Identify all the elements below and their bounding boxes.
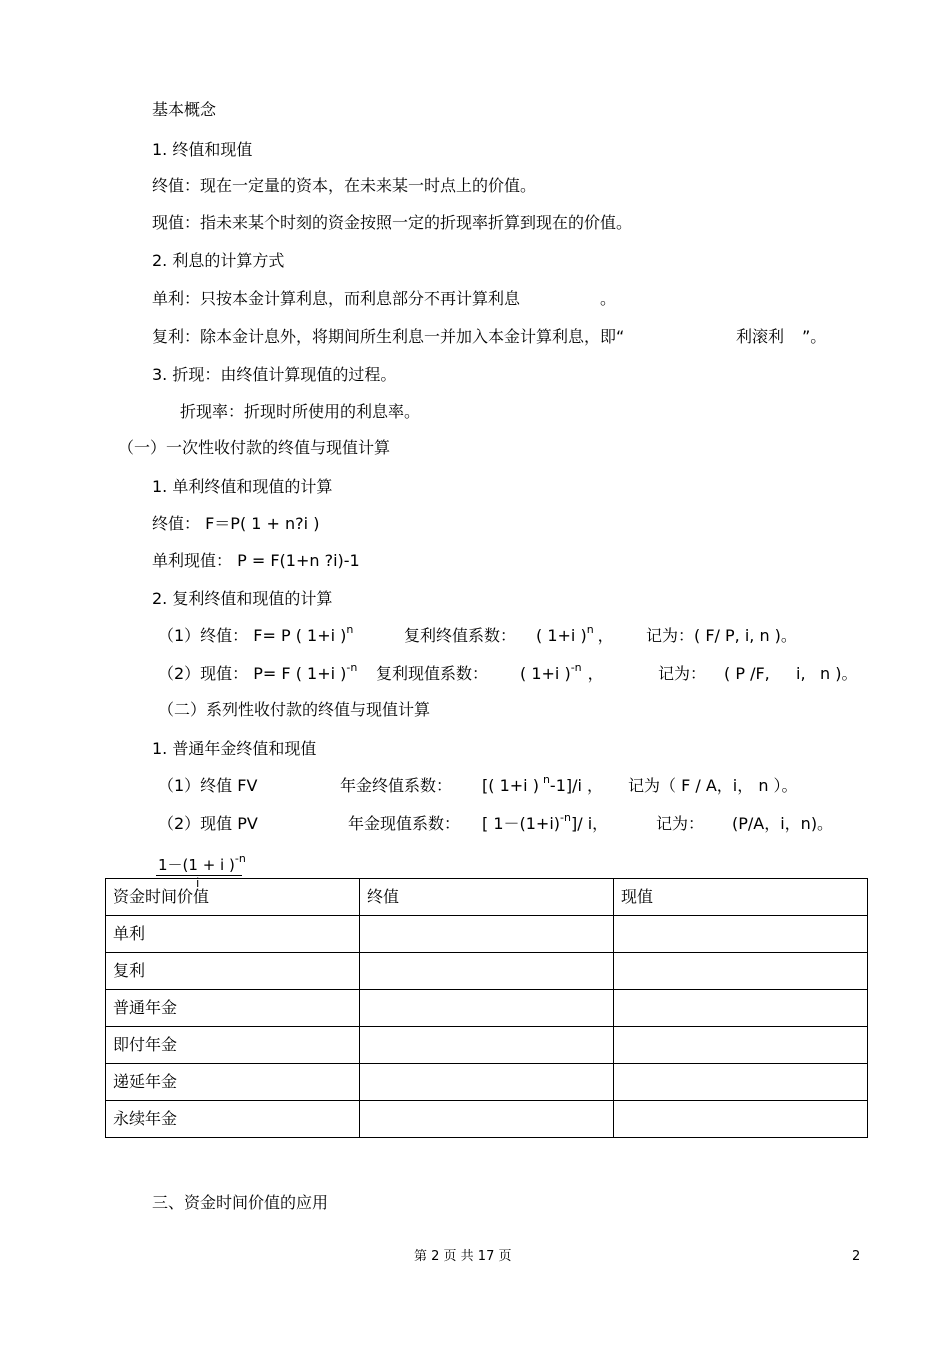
formula-compound-future-value: （1）终值： F= P ( 1+i )$^n$ [158, 623, 354, 645]
annuity-present-factor: [ $1-(1+i)^{-n}]/$ i， [482, 811, 609, 833]
table-row [106, 953, 868, 990]
fraction-bar [156, 875, 242, 876]
table-cell: 即付年金 [106, 1027, 360, 1064]
compound-present-notation-c: n )。 [820, 664, 858, 683]
compound-present-factor-label: 复利现值系数： [376, 664, 489, 683]
section-lump-sum: （一）一次性收付款的终值与现值计算 [118, 438, 391, 457]
compound-present-notation-b: i, [796, 664, 806, 683]
compound-future-factor: ( 1+i )$^n$ ， [536, 623, 614, 645]
page-number: 2 [852, 1249, 861, 1264]
subheading-compound-calc: 2. 复利终值和现值的计算 [152, 589, 333, 608]
table-cell [360, 1027, 614, 1064]
annuity-future-factor: [( 1+i ) $^n$-1]/i ， [482, 773, 604, 795]
annuity-future-value-label: （1）终值 FV [158, 776, 258, 795]
page-label: 第 2 页 共 17 页 [414, 1249, 512, 1264]
time-value-table [105, 878, 868, 1138]
definition-discounting: 3. 折现：由终值计算现值的过程。 [152, 365, 397, 384]
table-cell: 复利 [106, 953, 360, 990]
compound-present-notation-a: ( P /F, [724, 664, 770, 683]
table-cell: 永续年金 [106, 1101, 360, 1138]
table-cell: 普通年金 [106, 990, 360, 1027]
table-cell [614, 1027, 868, 1064]
table-cell [360, 916, 614, 953]
compound-future-notation: 记为：( F/ P, i, n )。 [646, 626, 797, 645]
table-row [106, 1064, 868, 1101]
table-cell [614, 990, 868, 1027]
subheading-interest-methods: 2. 利息的计算方式 [152, 251, 285, 270]
formula-simple-future-value: 终值： F＝P( 1 + n?i ) [152, 514, 320, 533]
table-cell [614, 1101, 868, 1138]
table-header-cell: 现值 [614, 879, 868, 916]
formula-simple-present-value: 单利现值： P = F(1+n ?i)-1 [152, 551, 360, 570]
annuity-present-fraction-numerator: 1－(1 + i )$^{-n}$ [158, 852, 246, 874]
annuity-present-factor-label: 年金现值系数： [348, 814, 461, 833]
subheading-simple-interest-calc: 1. 单利终值和现值的计算 [152, 477, 333, 496]
subheading-ordinary-annuity: 1. 普通年金终值和现值 [152, 739, 317, 758]
annuity-future-factor-label: 年金终值系数： [340, 776, 453, 795]
definition-compound-interest: 复利：除本金计息外，将期间所生利息一并加入本金计算利息，即“ [152, 327, 625, 346]
table-cell [360, 1064, 614, 1101]
compound-future-factor-label: 复利终值系数： [404, 626, 517, 645]
annuity-present-value-label: （2）现值 PV [158, 814, 258, 833]
section-series-payments: （二）系列性收付款的终值与现值计算 [158, 700, 431, 719]
definition-future-value: 终值：现在一定量的资本，在未来某一时点上的价值。 [152, 176, 537, 195]
table-header-cell: 终值 [360, 879, 614, 916]
table-row [106, 916, 868, 953]
formula-compound-present-value: （2）现值： P= F ( 1+i )$^{-n}$ [158, 661, 358, 683]
table-cell [360, 953, 614, 990]
annuity-present-notation-label: 记为： [656, 814, 705, 833]
table-cell: 单利 [106, 916, 360, 953]
section-applications: 三、资金时间价值的应用 [152, 1193, 329, 1212]
table-cell [614, 916, 868, 953]
compound-present-factor: ( 1+i )$^{-n}$ ， [520, 661, 604, 683]
table-cell: 递延年金 [106, 1064, 360, 1101]
definition-present-value: 现值：指未来某个时刻的资金按照一定的折现率折算到现在的价值。 [152, 213, 633, 232]
table-header-cell: 资金时间价值 [106, 879, 360, 916]
table-cell [360, 1101, 614, 1138]
annuity-future-notation: 记为（ F / A，i， n ）。 [628, 776, 798, 795]
annuity-present-fraction-denominator: i [196, 876, 200, 890]
annuity-present-notation: (P/A，i，n)。 [732, 814, 834, 833]
table-row [106, 1027, 868, 1064]
table-row [106, 1101, 868, 1138]
table-cell [614, 953, 868, 990]
heading-basic-concepts: 基本概念 [152, 100, 217, 119]
compound-interest-end: ”。 [802, 327, 827, 346]
compound-present-notation-label: 记为： [658, 664, 707, 683]
table-cell [360, 990, 614, 1027]
definition-discount-rate: 折现率：折现时所使用的利息率。 [180, 402, 421, 421]
table-cell [614, 1064, 868, 1101]
definition-simple-interest: 单利：只按本金计算利息，而利息部分不再计算利息 [152, 289, 521, 308]
table-row [106, 990, 868, 1027]
definition-simple-interest-end: 。 [600, 289, 617, 308]
subheading-future-present: 1. 终值和现值 [152, 140, 253, 159]
compound-interest-term: 利滚利 [736, 327, 785, 346]
table-header-row [106, 879, 868, 916]
